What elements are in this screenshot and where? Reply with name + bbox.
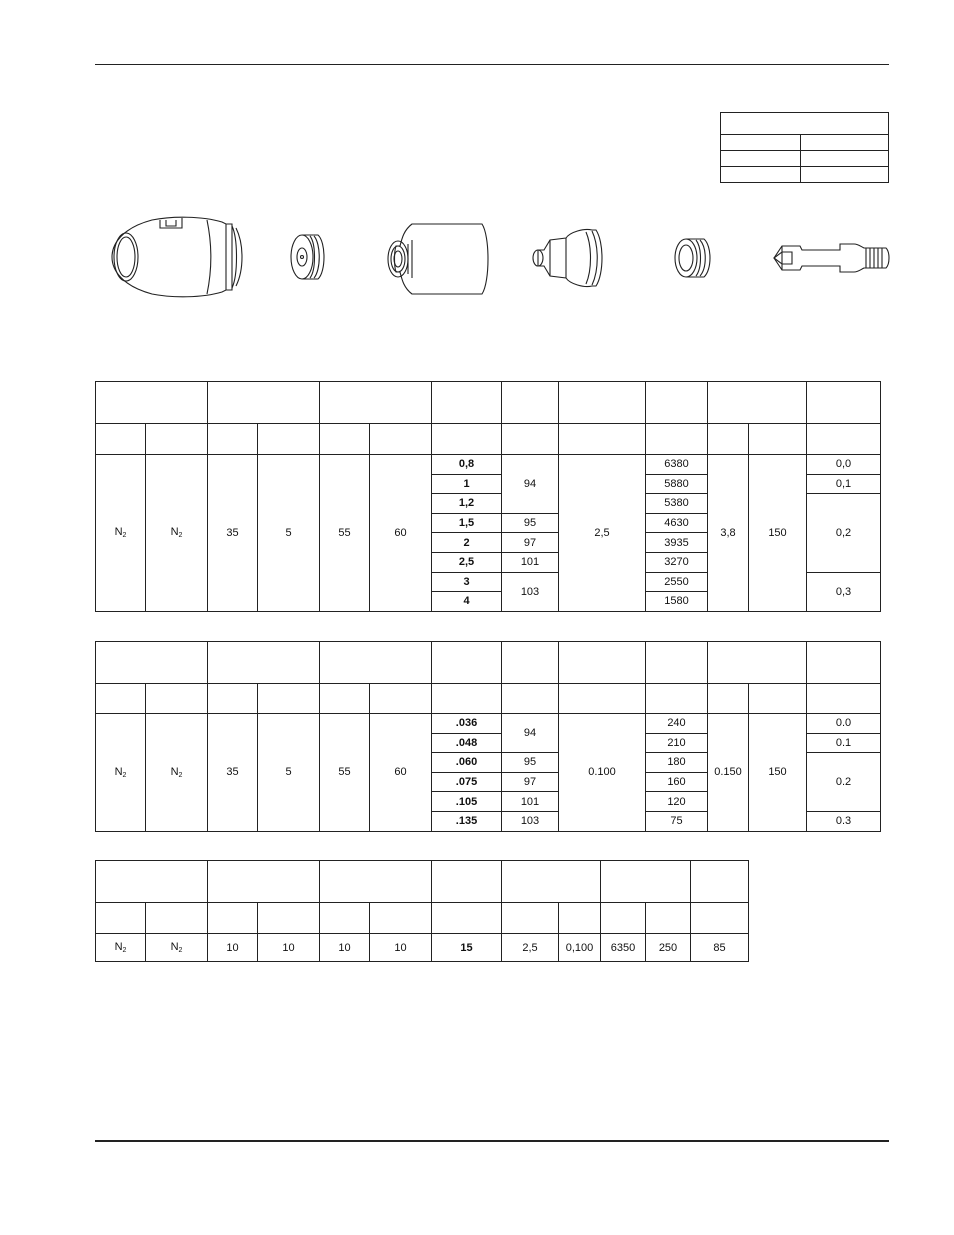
header-cell [601, 861, 691, 903]
table-cell [96, 455, 146, 612]
cell-value: 97 [523, 776, 537, 789]
table-cell [502, 552, 559, 572]
table-cell [646, 592, 708, 612]
cell-value: 2,5 [522, 941, 538, 954]
subheader-cell [258, 903, 320, 934]
cell-value: 0.0 [835, 717, 852, 730]
cell-value: 95 [523, 517, 537, 530]
cell-value: N [114, 941, 123, 953]
cell-value: 4 [463, 595, 470, 608]
cell-value: 95 [523, 756, 537, 769]
table-cell [646, 714, 708, 734]
table-cell [502, 572, 559, 611]
cell-value: 85 [713, 941, 726, 954]
cell-value: 160 [667, 776, 686, 789]
cell-value: 10 [394, 941, 407, 954]
cell-value: 240 [667, 717, 686, 730]
table-row [96, 455, 881, 475]
cell-value: 0,100 [565, 941, 594, 954]
table-cell [559, 714, 646, 832]
cell-value: 1 [463, 477, 470, 490]
cell-value: 3270 [664, 556, 689, 569]
table-cell [432, 494, 502, 514]
footer-rule [95, 1140, 889, 1142]
table-cell [432, 552, 502, 572]
cell-subscript: 2 [178, 532, 183, 540]
table-cell [646, 753, 708, 773]
table-cell [258, 714, 320, 832]
cell-value: 3 [463, 575, 470, 588]
marking-chart [95, 860, 749, 962]
cell-value: 10 [226, 941, 239, 954]
table-cell [146, 455, 208, 612]
subheader-cell [208, 424, 258, 455]
table-cell [502, 533, 559, 553]
header-cell [646, 382, 708, 424]
cell-value: 0.1 [835, 736, 852, 749]
cell-value: N [114, 765, 123, 778]
table-cell [432, 533, 502, 553]
table-cell [146, 934, 208, 962]
table-cell [432, 513, 502, 533]
table-cell [708, 714, 749, 832]
cell-value: 5380 [664, 497, 689, 510]
legend-cell [721, 167, 801, 183]
table-cell [807, 714, 881, 734]
subheader-cell [432, 424, 502, 455]
cell-value: .060 [455, 756, 478, 769]
cell-value: 250 [658, 941, 678, 954]
subheader-cell [502, 424, 559, 455]
table-cell [807, 455, 881, 475]
header-cell [691, 861, 749, 903]
cell-value: 97 [523, 536, 537, 549]
cell-value: 150 [768, 766, 787, 779]
table-cell [646, 533, 708, 553]
table-cell [646, 772, 708, 792]
subheader-cell [559, 684, 646, 714]
legend-header [721, 113, 889, 135]
legend-cell [801, 135, 889, 151]
subheader-cell [432, 684, 502, 714]
table-cell [502, 714, 559, 753]
table-cell [320, 455, 370, 612]
cell-value: 0,3 [835, 585, 852, 598]
cell-value: 210 [667, 736, 686, 749]
cell-value: 0.3 [835, 815, 852, 828]
subheader-cell [708, 424, 749, 455]
cell-value: 101 [520, 556, 540, 569]
cell-subscript: 2 [178, 771, 183, 779]
legend-cell [801, 167, 889, 183]
header-cell [208, 861, 320, 903]
header-cell [502, 382, 559, 424]
subheader-cell [258, 424, 320, 455]
cell-value: 6380 [664, 458, 689, 471]
cell-value: 35 [226, 526, 239, 539]
subheader-cell [208, 684, 258, 714]
table-cell [646, 494, 708, 514]
table-cell [432, 811, 502, 831]
table-cell [208, 714, 258, 832]
header-rule [95, 64, 889, 65]
nozzle-icon [530, 228, 606, 288]
table-cell [502, 811, 559, 831]
cell-value: 10 [338, 941, 351, 954]
table-cell [749, 455, 807, 612]
table-cell [708, 455, 749, 612]
cell-value: 1,5 [458, 517, 475, 530]
cell-value: 4630 [664, 517, 689, 530]
header-cell [320, 382, 432, 424]
subheader-cell [708, 684, 749, 714]
cell-value: 94 [523, 477, 537, 490]
subheader-cell [370, 903, 432, 934]
cell-value: 150 [768, 526, 787, 539]
subheader-cell [96, 903, 146, 934]
subheader-cell [749, 424, 807, 455]
cell-value: 94 [523, 727, 537, 740]
cell-value: 180 [667, 756, 686, 769]
table-cell [646, 552, 708, 572]
legend-cell [801, 151, 889, 167]
header-cell [432, 642, 502, 684]
header-cell [708, 382, 807, 424]
table-cell [502, 753, 559, 773]
header-cell [96, 642, 208, 684]
subheader-cell [502, 684, 559, 714]
header-cell [320, 861, 432, 903]
cell-subscript: 2 [122, 771, 127, 779]
cell-value: 10 [282, 941, 295, 954]
cell-value: 0,1 [835, 477, 852, 490]
table-cell [646, 572, 708, 592]
table-cell [807, 572, 881, 611]
table-cell [691, 934, 749, 962]
legend-box [720, 112, 889, 183]
table-cell [146, 714, 208, 832]
table-cell [432, 592, 502, 612]
subheader-cell [258, 684, 320, 714]
subheader-cell [96, 424, 146, 455]
header-cell [96, 861, 208, 903]
subheader-cell [749, 684, 807, 714]
cell-value: 5 [285, 766, 292, 779]
header-cell [807, 382, 881, 424]
subheader-cell [807, 424, 881, 455]
cell-value: 55 [338, 766, 351, 779]
table-cell [646, 934, 691, 962]
header-cell [559, 382, 646, 424]
table-cell [749, 714, 807, 832]
cell-value: 2 [463, 536, 470, 549]
swirl-ring-icon [672, 236, 718, 280]
table-cell [258, 934, 320, 962]
shield-cap-icon [382, 222, 490, 296]
header-cell [208, 382, 320, 424]
table-cell [432, 733, 502, 753]
cell-value: 2550 [664, 575, 689, 588]
cell-value: 55 [338, 526, 351, 539]
table-cell [601, 934, 646, 962]
cell-value: 75 [670, 815, 683, 828]
cell-value: N [170, 765, 179, 778]
cell-value: 15 [460, 941, 473, 954]
table-cell [646, 513, 708, 533]
cell-value: .135 [455, 815, 478, 828]
table-cell [432, 455, 502, 475]
cell-value: 5880 [664, 477, 689, 490]
table-cell [502, 513, 559, 533]
cell-value: 0,0 [835, 458, 852, 471]
header-cell [432, 382, 502, 424]
table-cell [646, 811, 708, 831]
table-cell [502, 772, 559, 792]
table-cell [646, 474, 708, 494]
cell-value: N [170, 526, 179, 539]
table-cell [320, 714, 370, 832]
cell-value: 1,2 [458, 497, 475, 510]
table-cell [432, 934, 502, 962]
cell-value: 6350 [610, 941, 636, 954]
cell-value: 0,2 [835, 526, 852, 539]
table-cell [559, 934, 601, 962]
cut-chart-metric [95, 381, 881, 612]
table-cell [208, 455, 258, 612]
subheader-cell [601, 903, 646, 934]
cell-value: 0.150 [714, 766, 742, 779]
header-cell [432, 861, 502, 903]
cell-value: 0.2 [835, 776, 852, 789]
cell-value: 35 [226, 766, 239, 779]
cell-value: N [114, 526, 123, 539]
header-cell [208, 642, 320, 684]
table-cell [370, 714, 432, 832]
subheader-cell [646, 424, 708, 455]
table-cell [807, 494, 881, 572]
cell-value: 60 [394, 766, 407, 779]
header-cell [320, 642, 432, 684]
subheader-cell [502, 903, 559, 934]
subheader-cell [146, 424, 208, 455]
subheader-cell [559, 424, 646, 455]
table-cell [646, 733, 708, 753]
subheader-cell [646, 684, 708, 714]
cell-value: 0.100 [588, 766, 616, 779]
header-cell [502, 861, 601, 903]
table-cell [432, 792, 502, 812]
header-cell [559, 642, 646, 684]
cell-subscript: 2 [122, 532, 127, 540]
table-cell [502, 934, 559, 962]
header-cell [708, 642, 807, 684]
cell-value: .036 [455, 717, 478, 730]
legend-cell [721, 151, 801, 167]
subheader-cell [807, 684, 881, 714]
table-cell [432, 572, 502, 592]
table-cell [502, 792, 559, 812]
header-cell [502, 642, 559, 684]
table-cell [432, 753, 502, 773]
table-cell [370, 934, 432, 962]
subheader-cell [146, 903, 208, 934]
consumables-illustration [100, 200, 890, 310]
table-cell [370, 455, 432, 612]
electrode-icon [774, 240, 890, 276]
shield-icon [112, 214, 244, 300]
subheader-cell [370, 684, 432, 714]
subheader-cell [320, 424, 370, 455]
cell-value: 3935 [664, 536, 689, 549]
table-row [96, 714, 881, 734]
legend-cell [721, 135, 801, 151]
table-cell [646, 792, 708, 812]
table-cell [502, 455, 559, 514]
cell-subscript: 2 [122, 947, 127, 954]
table-cell [559, 455, 646, 612]
cell-value: 60 [394, 526, 407, 539]
table-cell [432, 772, 502, 792]
table-cell [807, 811, 881, 831]
cut-chart-english [95, 641, 881, 832]
subheader-cell [559, 903, 601, 934]
header-cell [96, 382, 208, 424]
cell-value: 103 [520, 585, 540, 598]
cell-value: 1580 [664, 595, 689, 608]
subheader-cell [320, 684, 370, 714]
cell-value: 103 [520, 815, 540, 828]
table-cell [807, 753, 881, 812]
header-cell [807, 642, 881, 684]
cell-value: 0,8 [458, 458, 475, 471]
table-cell [208, 934, 258, 962]
subheader-cell [320, 903, 370, 934]
subheader-cell [146, 684, 208, 714]
cell-value: 3,8 [720, 526, 736, 539]
cell-value: 101 [520, 795, 540, 808]
table-row [96, 934, 749, 962]
cell-value: .048 [455, 736, 478, 749]
cell-value: .075 [455, 776, 478, 789]
cell-subscript: 2 [178, 947, 183, 954]
subheader-cell [691, 903, 749, 934]
table-cell [646, 455, 708, 475]
table-cell [807, 733, 881, 753]
cell-value: 2,5 [594, 526, 610, 539]
table-cell [96, 934, 146, 962]
nozzle-retaining-cap-icon [288, 232, 330, 282]
subheader-cell [370, 424, 432, 455]
table-cell [807, 474, 881, 494]
cell-value: 2,5 [458, 556, 475, 569]
table-cell [320, 934, 370, 962]
subheader-cell [646, 903, 691, 934]
table-cell [258, 455, 320, 612]
header-cell [646, 642, 708, 684]
table-cell [432, 714, 502, 734]
cell-value: N [170, 941, 179, 953]
subheader-cell [96, 684, 146, 714]
subheader-cell [432, 903, 502, 934]
table-cell [432, 474, 502, 494]
table-cell [96, 714, 146, 832]
subheader-cell [208, 903, 258, 934]
cell-value: 5 [285, 526, 292, 539]
cell-value: .105 [455, 795, 478, 808]
cell-value: 120 [667, 795, 686, 808]
